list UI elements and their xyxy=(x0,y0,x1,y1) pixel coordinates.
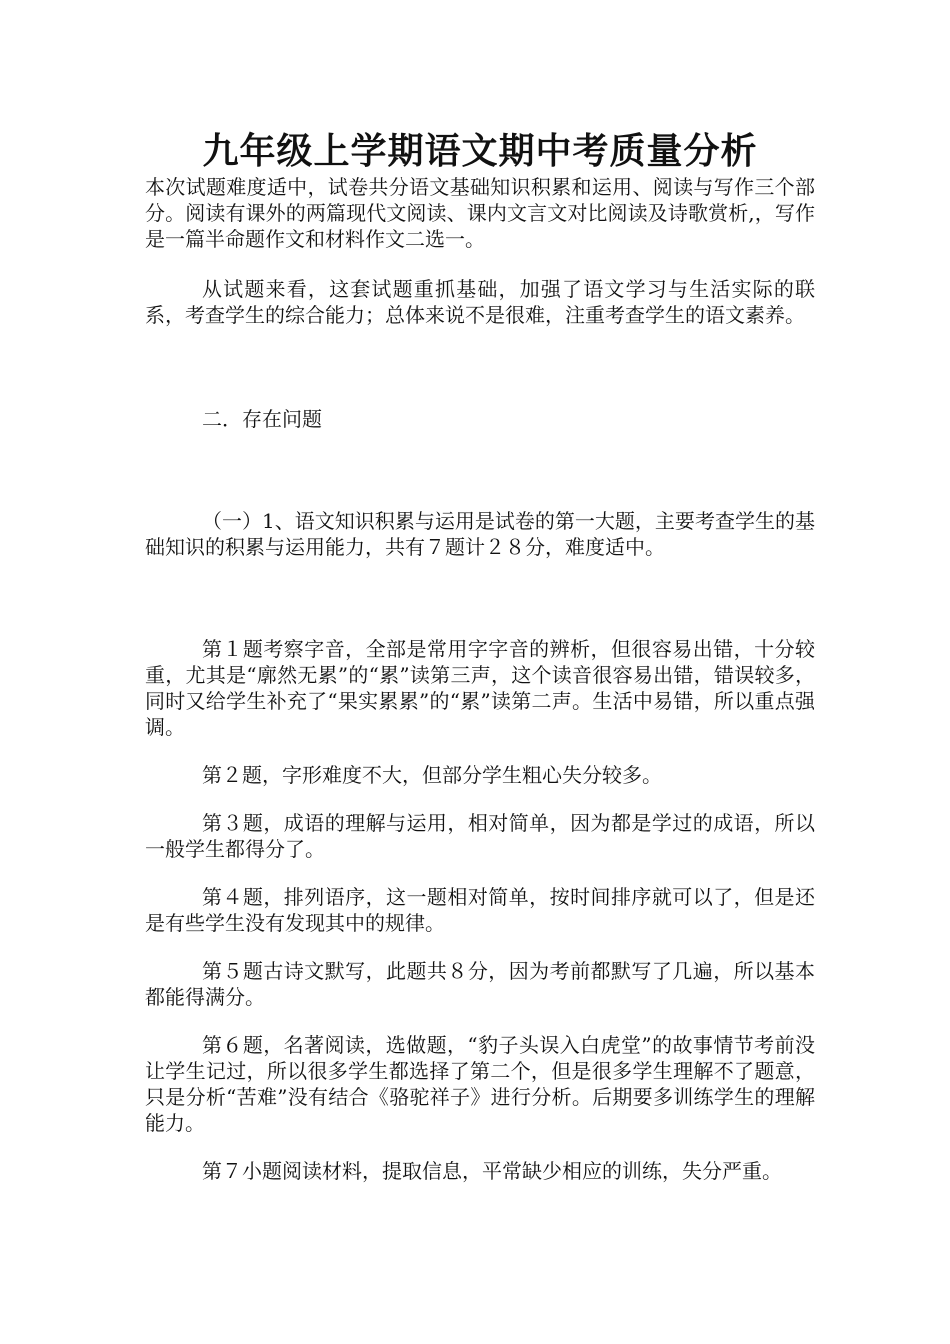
question-3-paragraph: 第３题，成语的理解与运用，相对简单，因为都是学过的成语，所以一般学生都得分了。 xyxy=(145,811,815,861)
overview-paragraph: 从试题来看，这套试题重抓基础，加强了语文学习与生活实际的联系，考查学生的综合能力；总体来说不是很难，注重考查学生的语文素养。 xyxy=(145,277,815,327)
part-one-paragraph: （一）1、语文知识积累与运用是试卷的第一大题，主要考查学生的基础知识的积累与运用能力，共有７题计２８分，难度适中。 xyxy=(145,509,815,559)
question-6-paragraph: 第６题，名著阅读，选做题，“豹子头误入白虎堂”的故事情节考前没让学生记过，所以很多学生都选择了第二个，但是很多学生理解不了题意，只是分析“苦难”没有结合《骆驼祥子》进行分析。后期要多训练学生的理解能力。 xyxy=(145,1033,815,1135)
question-7-paragraph: 第７小题阅读材料，提取信息，平常缺少相应的训练，失分严重。 xyxy=(202,1159,782,1183)
document-page xyxy=(145,128,815,1184)
document-title: 九年级上学期语文期中考质量分析 xyxy=(202,130,758,172)
question-1-paragraph: 第１题考察字音，全部是常用字字音的辨析，但很容易出错，十分较重，尤其是“廓然无累”的“累”读第三声，这个读音很容易出错，错误较多，同时又给学生补充了“果实累累”的“累”读第二声。生活中易错，所以重点强调。 xyxy=(145,637,815,739)
intro-paragraph: 本次试题难度适中，试卷共分语文基础知识积累和运用、阅读与写作三个部分。阅读有课外的两篇现代文阅读、课内文言文对比阅读及诗歌赏析,，写作是一篇半命题作文和材料作文二选一。 xyxy=(145,175,815,251)
section-heading-problems: 二．存在问题 xyxy=(202,407,322,431)
question-5-paragraph: 第５题古诗文默写，此题共８分，因为考前都默写了几遍，所以基本都能得满分。 xyxy=(145,959,815,1009)
question-4-paragraph: 第４题，排列语序，这一题相对简单，按时间排序就可以了，但是还是有些学生没有发现其中的规律。 xyxy=(145,885,815,935)
question-2-paragraph: 第２题，字形难度不大，但部分学生粗心失分较多。 xyxy=(202,763,662,787)
